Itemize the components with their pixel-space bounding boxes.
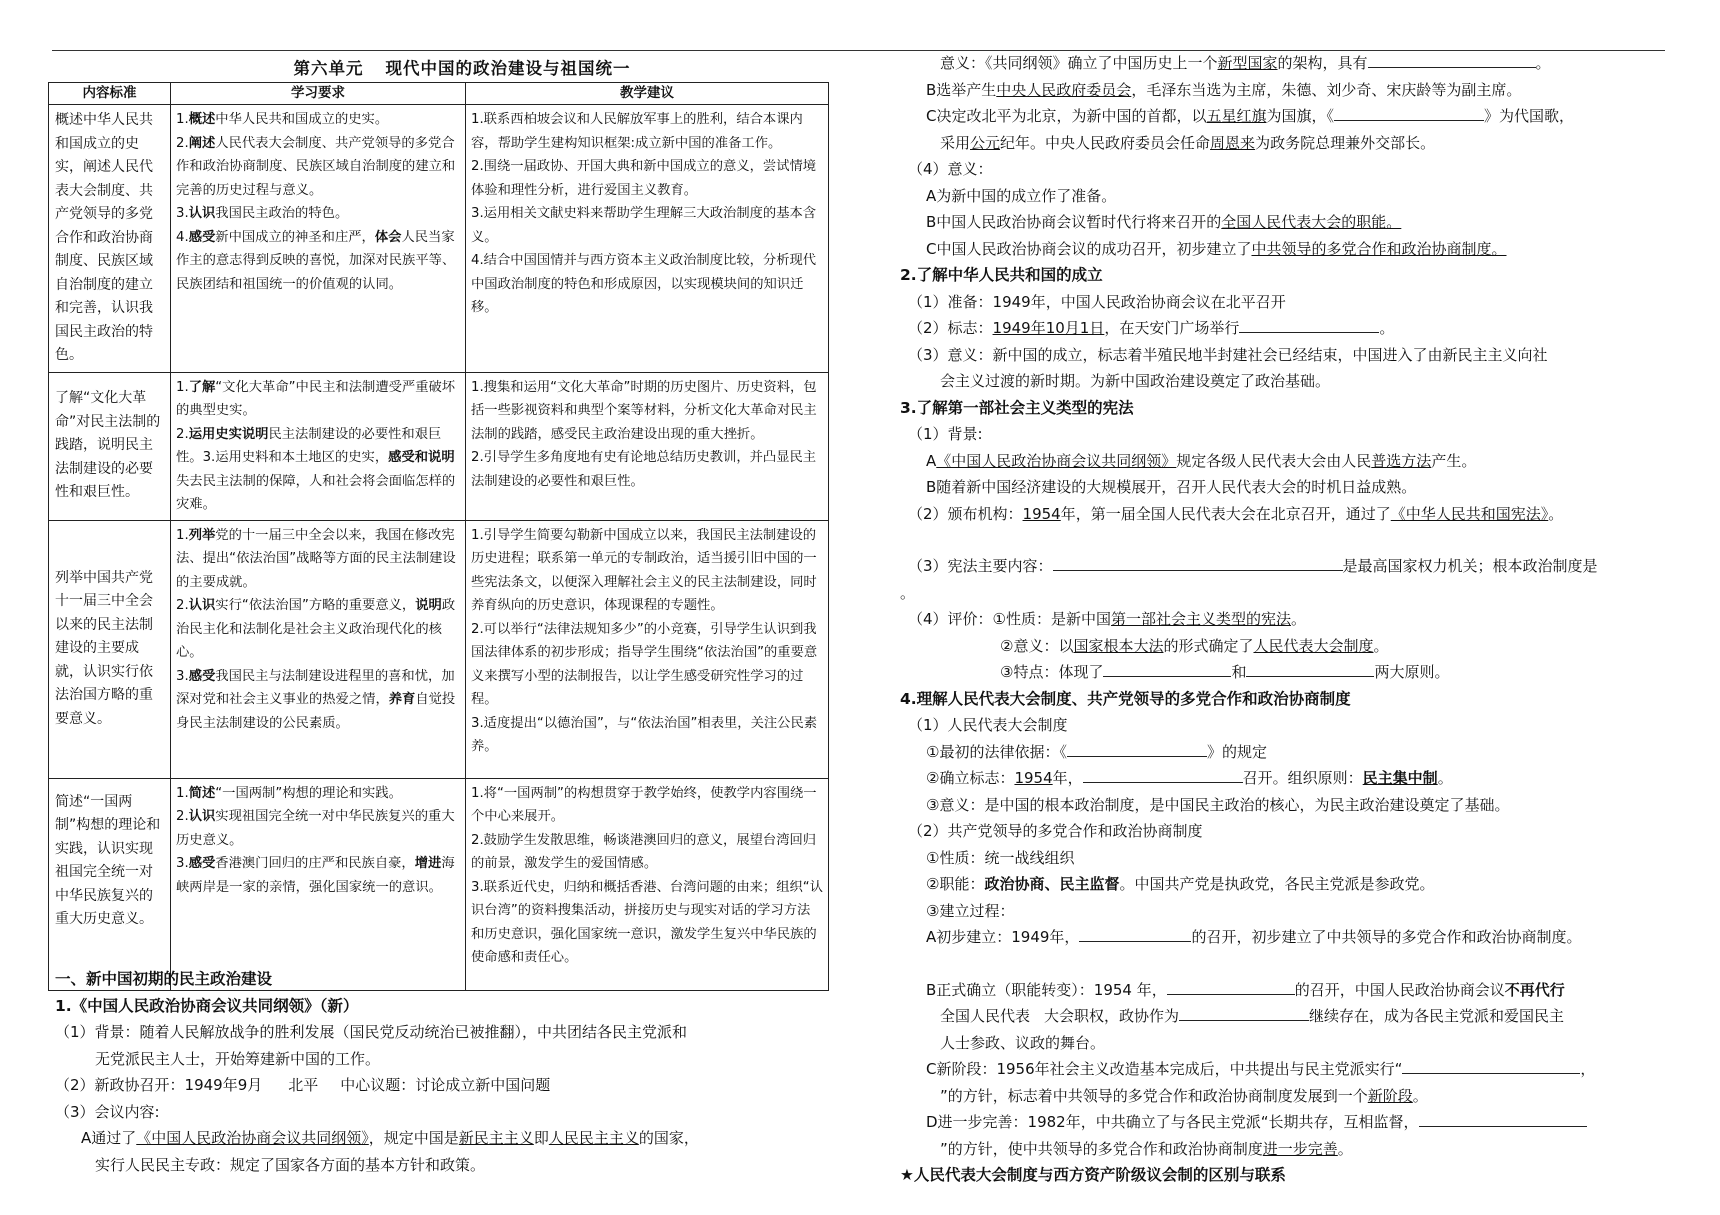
note-line: C新阶段：1956年社会主义改造基本完成后，中共提出与民主党派实行“ ， [900,1056,1670,1083]
req-item: 2.阐述人民代表大会制度、共产党领导的多党合作和政治协商制度、民族区域自治制度的建立和完善的历史过程与意义。 [176,135,456,198]
req-item: 1.列举党的十一届三中全会以来，我国在修改宪法、提出“依法治国”战略等方面的民主法制建设的主要成就。 [176,527,456,590]
note-line: A初步建立：1949年， 的召开，初步建立了中共领导的多党合作和政治协商制度。 [900,924,1670,951]
note-line: 。 [900,583,916,602]
note-line: ③特点：体现了 和 两大原则。 [900,659,1670,686]
req-item: 1.了解“文化大革命”中民主和法制遭受严重破坏的典型史实。 [176,379,456,418]
unit-title [52,55,872,79]
note-line: ②意义：以国家根本大法的形式确定了人民代表大会制度。 [1000,636,1389,655]
curriculum-table [48,82,829,991]
suggestions-cell [466,105,829,373]
note-line: ③建立过程： [926,901,1015,920]
content-label: （3）会议内容: [55,1102,160,1121]
table-row [49,520,829,778]
req-item: 3.感受香港澳门回归的庄严和民族自豪，增进海峡两岸是一家的亲情，强化国家统一的意识。 [176,856,455,895]
sugg-item: 3.运用相关文献史料来帮助学生理解三大政治制度的基本含义。 [471,206,817,245]
req-item: 4.感受新中国成立的神圣和庄严，体会人民当家作主的意志得到反映的喜悦，加深对民族平等、民族团结和祖国统一的价值观的认同。 [176,229,456,292]
sugg-item: 3.适度提出“以德治国”，与“依法治国”相表里，关注公民素养。 [471,715,818,754]
note-line: 人士参政、议政的舞台。 [940,1033,1106,1052]
note-line: （4）评价：①性质：是新中国第一部社会主义类型的宪法。 [908,610,1307,628]
sugg-item: 1.联系西柏坡会议和人民解放军事上的胜利，结合本课内容，帮助学生建构知识框架:成立新中国的准备工作。 [471,112,803,151]
note-line: B正式确立（职能转变）：1954 年， 的召开，中国人民政治协商会议不再代行 [900,977,1670,1004]
section-heading: 一、新中国初期的民主政治建设 [55,970,273,988]
sugg-item: 3.联系近代史，归纳和概括香港、台湾问题的由来；组织“认识台湾”的资料搜集活动，拼接历史与现实对话的学习方法和历史意识，强化国家统一意识，激发学生复兴中华民族的使命感和责任心。 [471,879,823,965]
left-notes [55,966,835,1178]
table-header-row [49,83,829,105]
background-line: 无党派民主人士，开始筹建新中国的工作。 [95,1049,381,1068]
sugg-item: 1.将“一国两制”的构想贯穿于教学始终，使教学内容围绕一个中心来展开。 [471,785,817,824]
standard-cell: 列举中国共产党十一届三中全会以来的民主法制建设的主要成就，认识实行依法治国方略的重要意义。 [49,520,171,778]
note-line: B中国人民政治协商会议暂时代行将来召开的全国人民代表大会的职能。 [926,213,1402,231]
content-a-line: 实行人民民主专政：规定了国家各方面的基本方针和政策。 [95,1155,486,1174]
req-item: 2.认识实行“依法治国”方略的重要意义，说明政治民主化和法制化是社会主义政治现代化的核心。 [176,598,456,660]
requirements-cell [171,520,466,778]
unit-name: 现代中国的政治建设与祖国统一 [385,59,631,78]
note-line: A《中国人民政治协商会议共同纲领》规定各级人民代表大会由人民普选方法产生。 [926,451,1477,470]
note-line: 全国人民代表 大会职权，政协作为 继续存在，成为各民主党派和爱国民主 [900,1003,1670,1030]
note-line: C中国人民政治协商会议的成功召开，初步建立了中共领导的多党合作和政治协商制度。 [926,239,1507,258]
table-row [49,778,829,990]
req-item: 2.认识实现祖国完全统一对中华民族复兴的重大历史意义。 [176,809,455,848]
req-item: 3.认识我国民主政治的特色。 [176,206,349,221]
sugg-item: 2.引导学生多角度地有史有论地总结历史教训，并凸显民主法制建设的必要性和艰巨性。 [471,450,817,489]
note-line: ”的方针，使中共领导的多党合作和政治协商制度进一步完善。 [940,1139,1353,1158]
sugg-item: 1.引导学生简要勾勒新中国成立以来，我国民主法制建设的历史进程；联系第一单元的专制政治，适当援引旧中国的一些宪法条文，以便深入理解社会主义的民主法制建设，同时养育纵向的历史意识，体现课程的专题性。 [471,527,817,613]
suggestions-cell [466,372,829,520]
background-line: （1）背景：随着人民解放战争的胜利发展（国民党反动统治已被推翻），中共团结各民主党派和 [55,1023,688,1041]
note-line: （3）意义：新中国的成立，标志着半殖民地半封建社会已经结束，中国进入了由新民主主义向社 [908,345,1548,364]
note-line: ③意义：是中国的根本政治制度，是中国民主政治的核心，为民主政治建设奠定了基础。 [926,795,1510,814]
sugg-item: 2.鼓励学生发散思维，畅谈港澳回归的意义，展望台湾回归的前景，激发学生的爱国情感。 [471,832,817,871]
note-line: （2）共产党领导的多党合作和政治协商制度 [908,822,1203,840]
note-line: （3）宪法主要内容： 是最高国家权力机关；根本政治制度是 [900,553,1670,580]
req-item: 2.运用史实说明民主法制建设的必要性和艰巨性。3.运用史料和本土地区的史实，感受和说明失去民主法制的保障，人和社会将会面临怎样的灾难。 [176,426,456,512]
note-line: 会主义过渡的新时期。为新中国政治建设奠定了政治基础。 [940,372,1331,390]
note-line: ”的方针，标志着中共领导的多党合作和政治协商制度发展到一个新阶段。 [940,1086,1428,1105]
standard-cell: 了解“文化大革命”对民主法制的践踏，说明民主法制建设的必要性和艰巨性。 [49,372,171,520]
note-line: C决定改北平为北京，为新中国的首都，以五星红旗为国旗，《 》为代国歌， [900,103,1670,130]
sugg-item: 4.结合中国国情并与西方资本主义政治制度比较，分析现代中国政治制度的特色和形成原因，以实现模块间的知识迁移。 [471,253,817,315]
note-line: （1）人民代表大会制度 [908,716,1068,734]
item-heading: 4.理解人民代表大会制度、共产党领导的多党合作和政治协商制度 [900,689,1351,708]
note-line: （2）颁布机构：1954年，第一届全国人民代表大会在北京召开，通过了《中华人民共和国宪法》。 [908,504,1564,523]
note-line: ②职能：政治协商、民主监督。中国共产党是执政党，各民主党派是参政党。 [926,875,1435,893]
unit-number: 第六单元 [293,59,364,78]
comparison-heading: ★人民代表大会制度与西方资产阶级议会制的区别与联系 [900,1166,1286,1184]
requirements-cell [171,778,466,990]
standard-cell: 概述中华人民共和国成立的史实，阐述人民代表大会制度、共产党领导的多党合作和政治协商制度、民族区域自治制度的建立和完善，认识我国民主政治的特色。 [49,105,171,373]
note-line: ①性质：统一战线组织 [926,848,1075,867]
req-item: 1.简述“一国两制”构想的理论和实践。 [176,785,402,801]
content-a-line: A通过了《中国人民政治协商会议共同纲领》，规定中国是新民主主义即人民民主主义的国家， [81,1129,699,1147]
note-line: A为新中国的成立作了准备。 [926,186,1117,205]
suggestions-cell [466,520,829,778]
note-line: 采用公元纪年。中央人民政府委员会任命周恩来为政务院总理兼外交部长。 [940,133,1436,152]
note-line: （4）意义： [908,160,993,178]
note-line: （1）背景: [908,425,983,443]
standard-cell: 简述“一国两制”构想的理论和实践，认识实现祖国完全统一对中华民族复兴的重大历史意义。 [49,778,171,990]
requirements-cell [171,105,466,373]
requirements-cell [171,372,466,520]
item-heading: 1.《中国人民政治协商会议共同纲领》（新） [55,996,359,1015]
note-line: ①最初的法律依据：《 》的规定 [900,739,1670,766]
item-heading: 2.了解中华人民共和国的成立 [900,266,1103,284]
note-line: （2）标志：1949年10月1日，在天安门广场举行 。 [900,315,1670,342]
note-line: D进一步完善：1982年，中共确立了与各民主党派“长期共存，互相监督， [900,1109,1670,1136]
note-line: 意义：《共同纲领》确立了中国历史上一个新型国家的架构，具有 。 [900,50,1670,77]
header-suggestions: 教学建议 [466,83,829,105]
req-item: 3.感受我国民主与法制建设进程里的喜和忧，加深对党和社会主义事业的热爱之情，养育自觉投身民主法制建设的公民素质。 [176,668,456,731]
req-item: 1.概述中华人民共和国成立的史实。 [176,112,389,127]
item-heading: 3.了解第一部社会主义类型的宪法 [900,398,1134,417]
note-line: ②确立标志：1954年， 召开。组织原则：民主集中制。 [900,765,1670,792]
table-row [49,105,829,373]
right-notes [900,50,1670,1189]
header-standard: 内容标准 [49,83,171,105]
sugg-item: 2.可以举行“法律法规知多少”的小竞赛，引导学生认识到我国法律体系的初步形成；指导学生围绕“依法治国”的重要意义来撰写小型的法制报告，以让学生感受研究性学习的过程。 [471,621,818,707]
note-line: （1）准备：1949年，中国人民政治协商会议在北平召开 [908,292,1286,311]
note-line: B选举产生中央人民政府委员会，毛泽东当选为主席，朱德、刘少奇、宋庆龄等为副主席。 [926,80,1522,99]
table-row [49,372,829,520]
suggestions-cell [466,778,829,990]
sugg-item: 2.围绕一届政协、开国大典和新中国成立的意义，尝试情境体验和理性分析，进行爱国主义教育。 [471,159,817,198]
header-requirements: 学习要求 [171,83,466,105]
cppcc-line: （2）新政协召开：1949年9月 北平 中心议题：讨论成立新中国问题 [55,1076,551,1094]
sugg-item: 1.搜集和运用“文化大革命”时期的历史图片、历史资料，包括一些影视资料和典型个案等材料，分析文化大革命对民主法制的践踏，感受民主政治建设出现的重大挫折。 [471,379,817,442]
note-line: B随着新中国经济建设的大规模展开，召开人民代表大会的时机日益成熟。 [926,478,1417,496]
